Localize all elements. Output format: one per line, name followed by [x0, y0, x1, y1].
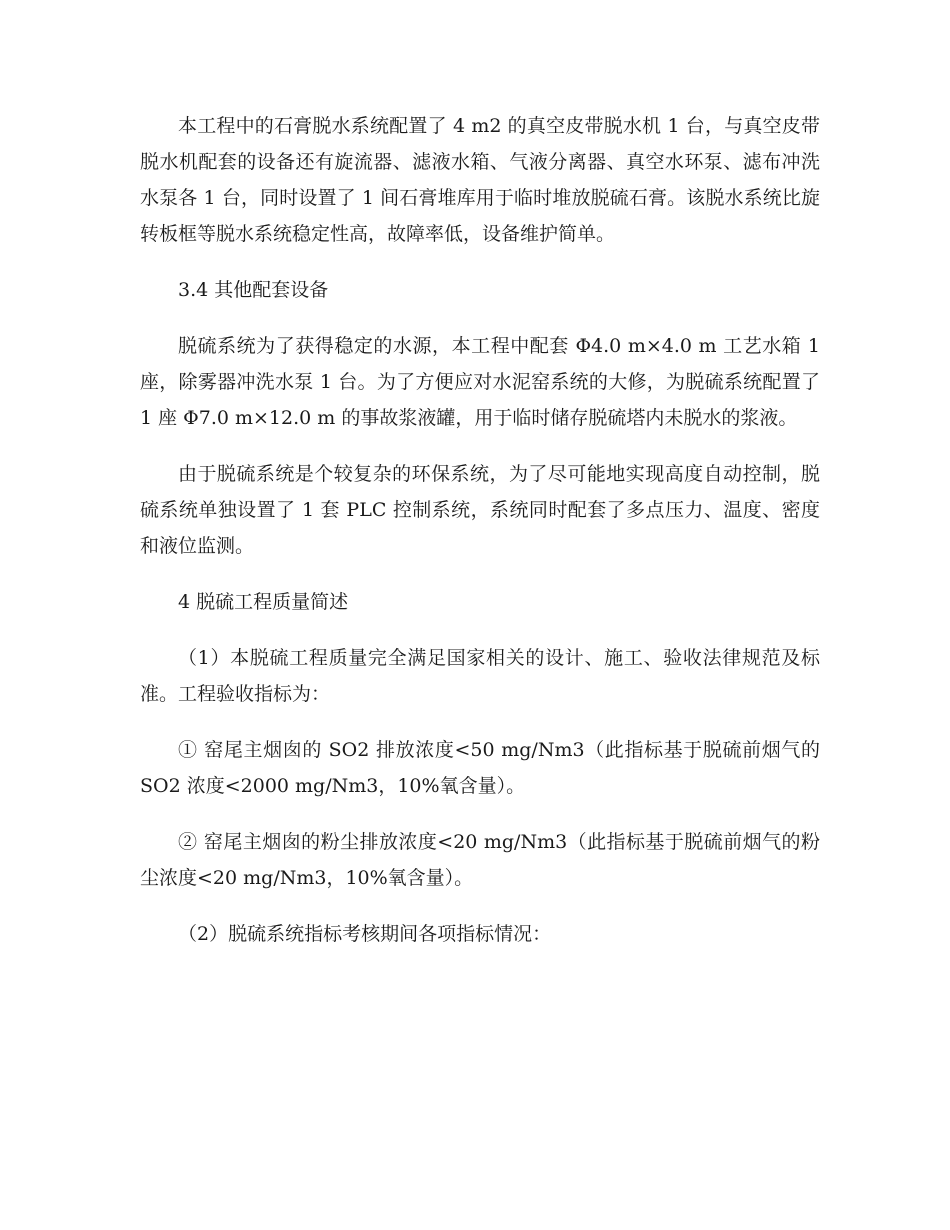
- paragraph-plc-control: 由于脱硫系统是个较复杂的环保系统，为了尽可能地实现高度自动控制，脱硫系统单独设置了 1 套 PLC 控制系统，系统同时配套了多点压力、温度、密度和液位监测。: [140, 463, 820, 557]
- paragraph-assessment: （2）脱硫系统指标考核期间各项指标情况：: [178, 923, 552, 945]
- paragraph-so2-indicator: ① 窑尾主烟囱的 SO2 排放浓度<50 mg/Nm3（此指标基于脱硫前烟气的 SO2 浓度<2000 mg/Nm3，10%氧含量）。: [140, 739, 820, 797]
- paragraph-quality-standard: （1）本脱硫工程质量完全满足国家相关的设计、施工、验收法律规范及标准。工程验收指标为：: [140, 647, 820, 705]
- section-heading-3-4: 3.4 其他配套设备: [178, 279, 329, 301]
- paragraph-water-tank: 脱硫系统为了获得稳定的水源，本工程中配套 Φ4.0 m×4.0 m 工艺水箱 1 座，除雾器冲洗水泵 1 台。为了方便应对水泥窑系统的大修，为脱硫系统配置了 1 座 Φ7.0 m×12.0 m 的事故浆液罐，用于临时储存脱硫塔内未脱水的浆液。: [140, 335, 820, 429]
- document-body: [140, 108, 820, 952]
- paragraph-dust-indicator: ② 窑尾主烟囱的粉尘排放浓度<20 mg/Nm3（此指标基于脱硫前烟气的粉尘浓度<20 mg/Nm3，10%氧含量）。: [140, 831, 820, 889]
- section-heading-4: 4 脱硫工程质量简述: [178, 591, 349, 613]
- paragraph-gypsum-dewatering: 本工程中的石膏脱水系统配置了 4 m2 的真空皮带脱水机 1 台，与真空皮带脱水机配套的设备还有旋流器、滤液水箱、气液分离器、真空水环泵、滤布冲洗水泵各 1 台，同时设置了 1 间石膏堆库用于临时堆放脱硫石膏。该脱水系统比旋转板框等脱水系统稳定性高，故障率低，设备维护简单。: [140, 115, 820, 245]
